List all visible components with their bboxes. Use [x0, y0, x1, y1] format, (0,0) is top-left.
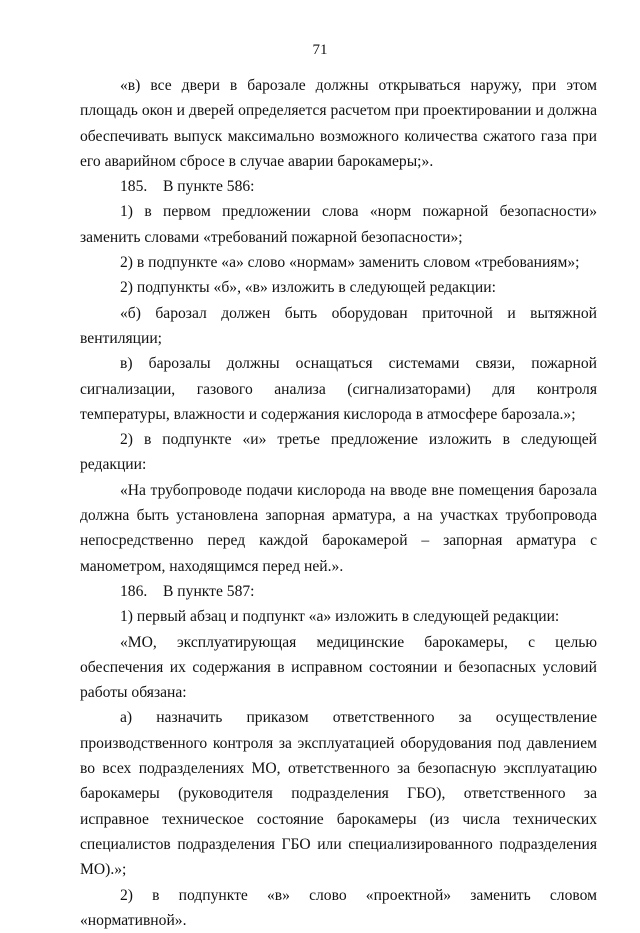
paragraph-585-2a: 2) в подпункте «а» слово «нормам» заменить словом «требованиям»; [80, 250, 597, 275]
item-number: 185. [120, 174, 163, 199]
paragraph-587-2: 2) в подпункте «в» слово «проектной» заменить словом «нормативной». [80, 883, 597, 933]
paragraph-585-1: 1) в первом предложении слова «норм пожарной безопасности» заменить словами «требований пожарной безопасности»; [80, 199, 597, 250]
paragraph-585-2b: 2) подпункты «б», «в» изложить в следующей редакции: [80, 275, 597, 300]
document-body [80, 73, 597, 933]
item-title: В пункте 586: [163, 178, 255, 195]
item-title: В пункте 587: [163, 583, 255, 600]
item-number: 186. [120, 579, 163, 604]
paragraph-quote-v: в) барозалы должны оснащаться системами связи, пожарной сигнализации, газового анализа (сигнализаторами) для контроля температуры, влажности и содержания кислорода в атмосфере барозала.»; [80, 351, 597, 427]
paragraph-quote-doors: «в) все двери в барозале должны открываться наружу, при этом площадь окон и дверей определяется расчетом при проектировании и должна обеспечивать выпуск максимально возможного количества сжатого газа при его аварийном сбросе в случае аварии барокамеры;». [80, 73, 597, 174]
item-185-heading [80, 174, 597, 199]
item-186-heading [80, 579, 597, 604]
paragraph-587-1: 1) первый абзац и подпункт «а» изложить в следующей редакции: [80, 604, 597, 629]
paragraph-quote-pipeline: «На трубопроводе подачи кислорода на вводе вне помещения барозала должна быть установлена запорная арматура, а на участках трубопровода непосредственно перед каждой барокамерой – запорная арматура с манометром, находящимся перед ней.». [80, 478, 597, 579]
paragraph-585-2i: 2) в подпункте «и» третье предложение изложить в следующей редакции: [80, 427, 597, 478]
paragraph-quote-mo: «МО, эксплуатирующая медицинские барокамеры, с целью обеспечения их содержания в исправном состоянии и безопасных условий работы обязана: [80, 630, 597, 706]
paragraph-quote-a: а) назначить приказом ответственного за осуществление производственного контроля за эксплуатацией оборудования под давлением во всех подразделениях МО, ответственного за безопасную эксплуатацию барокамеры (руководителя подразделения ГБО), ответственного за исправное техническое состояние барокамеры (из числа технических специалистов подразделения ГБО или специализированного подразделения МО).»; [80, 705, 597, 882]
paragraph-quote-b: «б) барозал должен быть оборудован приточной и вытяжной вентиляции; [80, 301, 597, 352]
page-number: 71 [0, 42, 640, 59]
